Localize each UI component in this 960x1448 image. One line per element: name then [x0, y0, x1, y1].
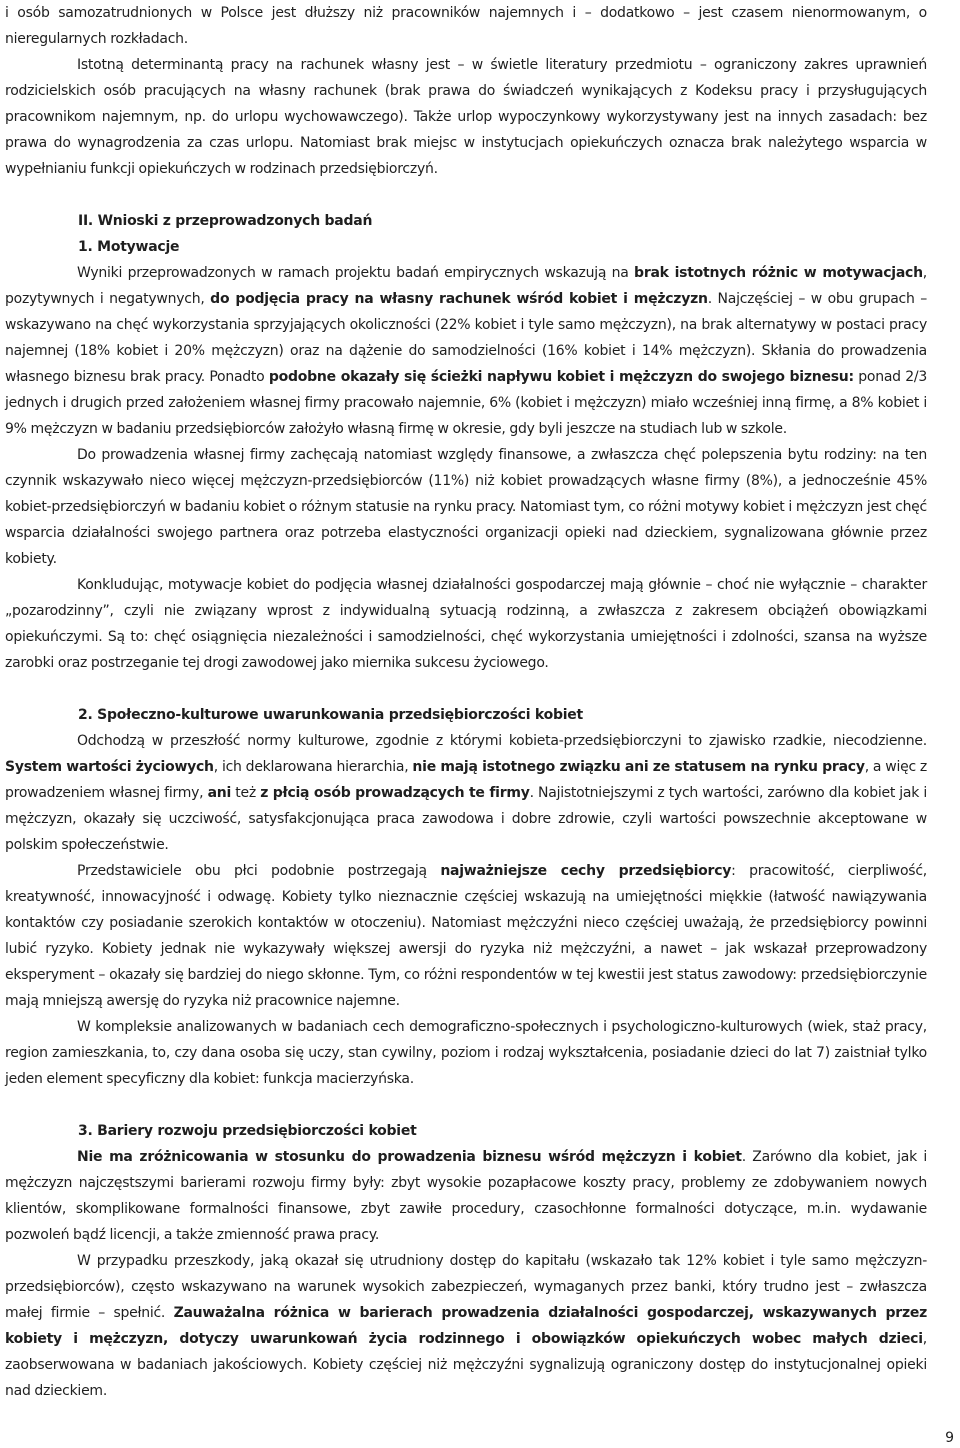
- bold-text: najważniejsze cechy przedsiębiorcy: [440, 863, 732, 879]
- paragraph: [5, 728, 927, 858]
- text-run: . Najczęściej – w obu grupach – wskazywano na chęć wykorzystania sprzyjających okoliczności (22% kobiet i tyle samo mężczyzn), na brak alternatywy w postaci pracy najemnej (18% kobiet i 20% mężczyzn) oraz na dążenie do samodzielności (16% kobiet i 14% mężczyzn). Skłania do prowadzenia własnego biznesu brak pracy. Ponadto: [5, 291, 927, 385]
- text-run: , a więc z prowadzeniem własnej firmy,: [5, 759, 927, 801]
- paragraph: [5, 572, 927, 676]
- text-run: Konkludując, motywacje kobiet do podjęcia własnej działalności gospodarczej mają głównie – choć nie wyłącznie – charakter „pozarodzinny”, czyli nie związany wprost z indywidualną sytuacją rodzinną, a zwłaszcza z zakresem obciążeń obowiązkami opiekuńczymi. Są to: chęć osiągnięcia niezależności i samodzielności, chęć wykorzystania umiejętności i zdolności, szansa na wyższe zarobki oraz postrzeganie tej drogi zawodowej jako miernika sukcesu życiowego.: [5, 577, 927, 671]
- text-run: , pozytywnych i negatywnych,: [5, 265, 927, 307]
- section-heading: II. Wnioski z przeprowadzonych badań: [78, 213, 373, 229]
- text-run: Do prowadzenia własnej firmy zachęcają natomiast względy finansowe, a zwłaszcza chęć polepszenia bytu rodziny: na ten czynnik wskazywało nieco więcej mężczyzn-przedsiębiorców (11%) niż kobiet prowadzących własne firmy (8%), a jednocześnie 45% kobiet-przedsiębiorczyń w badaniu kobiet o różnym statusie na rynku pracy. Natomiast tym, co różni motywy kobiet i mężczyzn jest chęć wsparcia działalności swojego partnera oraz potrzeba elastyczności organizacji opieki nad dzieckiem, sygnalizowana głównie przez kobiety.: [5, 447, 927, 567]
- paragraph: [5, 260, 927, 442]
- text-run: . Zarówno dla kobiet, jak i mężczyzn najczęstszymi barierami rozwoju firmy były: zbyt wysokie pozapłacowe koszty pracy, problemy ze zdobywaniem nowych klientów, skomplikowane formalności finansowe, zbyt zawiłe procedury, czasochłonne formalności dotyczące, m.in. wydawanie pozwoleń bądź licencji, a także zmienność prawa pracy.: [5, 1149, 927, 1243]
- paragraph: [5, 1014, 927, 1092]
- text-run: : pracowitość, cierpliwość, kreatywność, innowacyjność i odwagę. Kobiety tylko nieznacznie częściej wskazują na umiejętności miękkie (łatwość nawiązywania kontaktów czy posiadanie szerokich kontaktów w otoczeniu). Natomiast mężczyźni nieco częściej uważają, że przedsiębiorcy powinni lubić ryzyko. Kobiety jednak nie wykazywały większej awersji do ryzyka niż mężczyźni, a nawet – jak wskazał przeprowadzony eksperyment – okazały się bardziej do niego skłonne. Tym, co różni respondentów w tej kwestii jest status zawodowy: przedsiębiorczynie mają mniejszą awersję do ryzyka niż pracownice najemne.: [5, 863, 927, 1009]
- text-run: też: [231, 785, 261, 801]
- bold-text: System wartości życiowych: [5, 759, 214, 775]
- bold-text: Zauważalna różnica w barierach prowadzenia działalności gospodarczej, wskazywanych przez kobiety i mężczyzn, dotyczy uwarunkowań życia rodzinnego i obowiązków opiekuńczych wobec małych dzieci: [5, 1305, 927, 1347]
- paragraph: [5, 1248, 927, 1404]
- paragraph: [5, 1144, 927, 1248]
- subsection-heading-bariery: 3. Bariery rozwoju przedsiębiorczości kobiet: [78, 1123, 417, 1139]
- text-run: Przedstawiciele obu płci podobnie postrzegają: [77, 863, 441, 879]
- bold-text: nie mają istotnego związku ani ze statusem na rynku pracy: [412, 759, 865, 775]
- paragraph: [5, 442, 927, 572]
- subsection-heading-uwarunkowania: 2. Społeczno-kulturowe uwarunkowania przedsiębiorczości kobiet: [78, 707, 583, 723]
- text-run: Odchodzą w przeszłość normy kulturowe, zgodnie z którymi kobieta-przedsiębiorczyni to zjawisko rzadkie, niecodzienne.: [77, 733, 927, 749]
- paragraph: [5, 52, 927, 182]
- text-run: Istotną determinantą pracy na rachunek własny jest – w świetle literatury przedmiotu – ograniczony zakres uprawnień rodzicielskich osób pracujących na własny rachunek (brak prawa do świadczeń wynikających z Kodeksu pracy i przysługujących pracownikom najemnym, np. do urlopu wychowawczego). Także urlop wypoczynkowy wykorzystywany jest na innych zasadach: bez prawa do wynagrodzenia za czas urlopu. Natomiast brak miejsc w instytucjach opiekuńczych oznacza brak należytego wsparcia w wypełnianiu funkcji opiekuńczych w rodzinach przedsiębiorczyń.: [5, 57, 927, 177]
- text-run: ponad 2/3 jednych i drugich przed założeniem własnej firmy pracowało najemnie, 6% (kobiet i mężczyzn) miało wcześniej inną firmę, a 8% kobiet i 9% mężczyzn w badaniu przedsiębiorców założyło własną firmę w okresie, gdy byli jeszcze na studiach lub w szkole.: [5, 369, 927, 437]
- text-run: , ich deklarowana hierarchia,: [213, 759, 413, 775]
- bold-text: z płcią osób prowadzących te firmy: [260, 785, 530, 801]
- bold-text: Nie ma zróżnicowania w stosunku do prowadzenia biznesu wśród mężczyzn i kobiet: [77, 1149, 742, 1165]
- page-number: 9: [945, 1430, 954, 1446]
- bold-text: podobne okazały się ścieżki napływu kobiet i mężczyzn do swojego biznesu:: [268, 369, 854, 385]
- text-run: W kompleksie analizowanych w badaniach cech demograficzno-społecznych i psychologiczno-kulturowych (wiek, staż pracy, region zamieszkania, to, czy dana osoba się uczy, stan cywilny, poziom i rodzaj wykształcenia, posiadanie dzieci do lat 7) zaistniał tylko jeden element specyficzny dla kobiet: funkcja macierzyńska.: [5, 1019, 927, 1087]
- subsection-heading-motywacje: 1. Motywacje: [78, 239, 180, 255]
- bold-text: ani: [207, 785, 232, 801]
- bold-text: do podjęcia pracy na własny rachunek wśród kobiet i mężczyzn: [210, 291, 708, 307]
- text-run: W przypadku przeszkody, jaką okazał się utrudniony dostęp do kapitału (wskazało tak 12% kobiet i tyle samo mężczyzn-przedsiębiorców), często wskazywano na warunek wysokich zabezpieczeń, wymaganych przez banki, który trudno jest – zwłaszcza małej firmie – spełnić.: [5, 1253, 927, 1321]
- text-run: Wyniki przeprowadzonych w ramach projektu badań empirycznych wskazują na: [77, 265, 635, 281]
- document-page: [5, 0, 927, 1404]
- paragraph: [5, 858, 927, 1014]
- bold-text: brak istotnych różnic w motywacjach: [634, 265, 923, 281]
- paragraph: i osób samozatrudnionych w Polsce jest dłuższy niż pracowników najemnych i – dodatkowo – jest czasem nienormowanym, o nieregularnych rozkładach.: [5, 5, 927, 47]
- text-run: , zaobserwowana w badaniach jakościowych. Kobiety częściej niż mężczyźni sygnalizują ograniczony dostęp do instytucjonalnej opieki nad dzieckiem.: [5, 1331, 927, 1399]
- text-run: . Najistotniejszymi z tych wartości, zarówno dla kobiet jak i mężczyzn, okazały się uczciwość, satysfakcjonująca praca zawodowa i dobre zdrowie, czyli wartości powszechnie akceptowane w polskim społeczeństwie.: [5, 785, 927, 853]
